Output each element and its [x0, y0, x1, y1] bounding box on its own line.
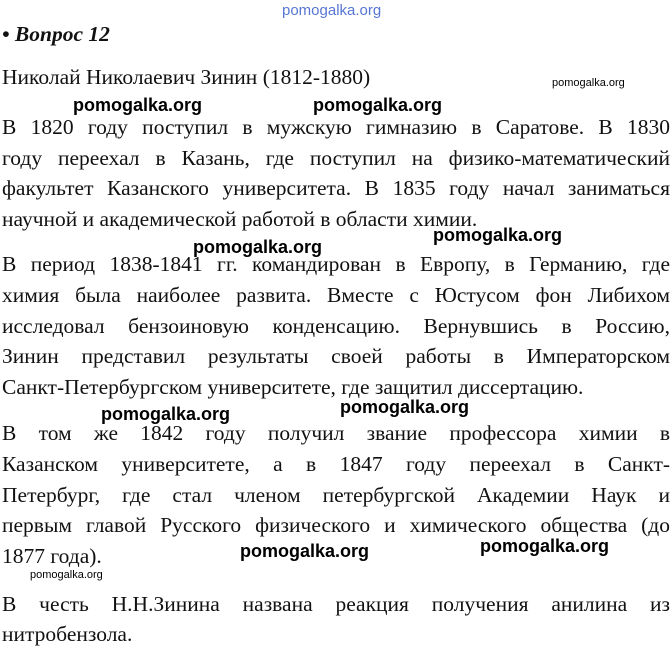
- watermark-top: pomogalka.org: [282, 2, 382, 19]
- watermark: pomogalka.org: [480, 536, 610, 556]
- text-line: Петербург, где стал членом петербургской Академии Наук и: [2, 483, 670, 507]
- watermark: pomogalka.org: [313, 95, 443, 115]
- text-line: химия была наиболее развита. Вместе с Юстусом фон Либихом: [2, 283, 670, 307]
- watermark: pomogalka.org: [101, 404, 231, 424]
- text-line: исследовал бензоиновую конденсацию. Вернувшись в Россию,: [2, 314, 670, 338]
- watermark: pomogalka.org: [193, 237, 323, 257]
- watermark-small: pomogalka.org: [30, 569, 103, 581]
- text-line: В период 1838-1841 гг. командирован в Европу, в Германию, где: [2, 252, 670, 276]
- watermark: pomogalka.org: [240, 541, 370, 561]
- text-line: 1877 года).: [2, 544, 102, 568]
- text-line: факультет Казанского университета. В 1835 году начал заниматься: [2, 176, 670, 200]
- text-line: В том же 1842 году получил звание профессора химии в: [2, 421, 670, 445]
- text-line: Санкт-Петербургском университете, где защитил диссертацию.: [2, 375, 584, 399]
- text-line: научной и академической работой в области химии.: [2, 207, 478, 231]
- watermark: pomogalka.org: [73, 95, 203, 115]
- text-line: В 1820 году поступил в мужскую гимназию в Саратове. В 1830: [2, 115, 670, 139]
- watermark: pomogalka.org: [433, 225, 563, 245]
- text-line: Казанском университете, а в 1847 году переехал в Санкт-: [2, 452, 670, 476]
- text-line: первым главой Русского физического и химического общества (до: [2, 513, 670, 537]
- author-line: Николай Николаевич Зинин (1812-1880): [2, 65, 371, 89]
- text-line: году переехал в Казань, где поступил на физико-математический: [2, 146, 670, 170]
- text-line: нитробензола.: [2, 622, 133, 646]
- text-line: В честь Н.Н.Зинина названа реакция получения анилина из: [2, 592, 670, 616]
- watermark-small: pomogalka.org: [552, 77, 625, 89]
- text-line: Зинин представил результаты своей работы в Императорском: [2, 344, 670, 368]
- question-heading: • Вопрос 12: [2, 22, 110, 46]
- watermark: pomogalka.org: [340, 397, 470, 417]
